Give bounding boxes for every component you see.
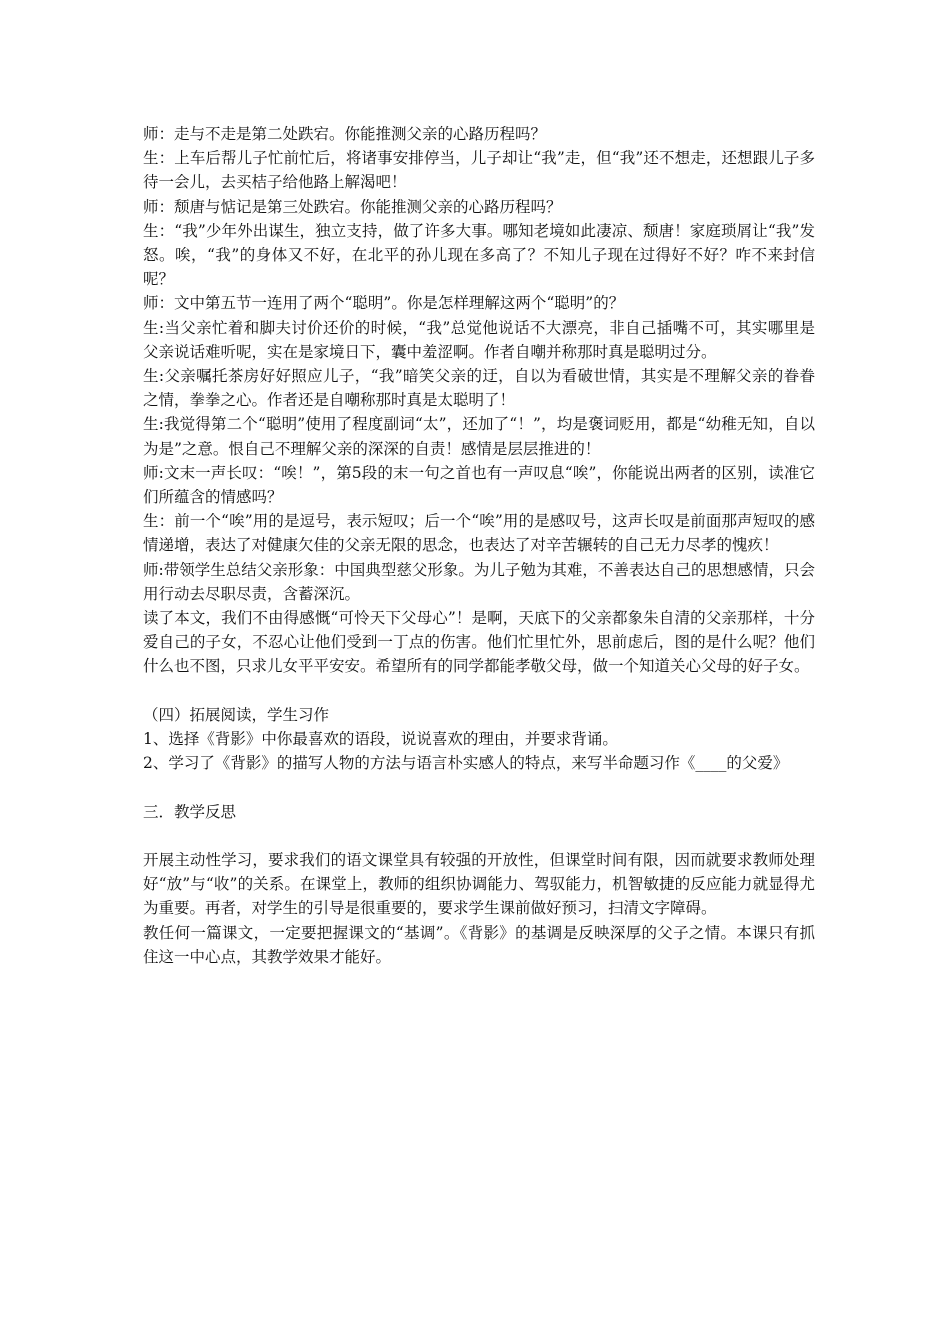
dialogue-line: 生：上车后帮儿子忙前忙后，将诸事安排停当，儿子却让“我”走，但“我”还不想走，还想跟儿子多待一会儿，去买桔子给他路上解渴吧！: [143, 149, 815, 192]
reflection-paragraph: 开展主动性学习，要求我们的语文课堂具有较强的开放性，但课堂时间有限，因而就要求教师处理好“放”与“收”的关系。在课堂上，教师的组织协调能力、驾驭能力，机智敏捷的反应能力就显得尤为重要。再者，对学生的引导是很重要的，要求学生课前做好预习，扫清文字障碍。: [143, 851, 815, 918]
section-heading-reflection: 三．教学反思: [143, 802, 237, 821]
dialogue-line: 生:当父亲忙着和脚夫讨价还价的时候，“我”总觉他说话不大漂亮，非自己插嘴不可，其实哪里是父亲说话难听呢，实在是家境日下，囊中羞涩啊。作者自嘲并称那时真是聪明过分。: [143, 318, 815, 361]
section-heading-extended-reading: （四）拓展阅读，学生习作: [143, 705, 330, 724]
spacer: [143, 775, 815, 799]
dialogue-line: 生:父亲嘱托茶房好好照应儿子，“我”暗笑父亲的迂，自以为看破世情，其实是不理解父亲的眷眷之情，拳拳之心。作者还是自嘲称那时真是太聪明了！: [143, 367, 815, 410]
dialogue-line: 师：文中第五节一连用了两个“聪明”。你是怎样理解这两个“聪明”的？: [143, 294, 625, 313]
assignment-item: 1、选择《背影》中你最喜欢的语段，说说喜欢的理由，并要求背诵。: [143, 730, 618, 749]
summary-paragraph: 读了本文，我们不由得感慨“可怜天下父母心”！是啊，天底下的父亲都象朱自清的父亲那样，十分爱自己的子女，不忍心让他们受到一丁点的伤害。他们忙里忙外，思前虑后，图的是什么呢？他们什么也不图，只求儿女平平安安。希望所有的同学都能孝敬父母，做一个知道关心父母的好子女。: [143, 609, 815, 676]
dialogue-line: 生：前一个“唉”用的是逗号，表示短叹；后一个“唉”用的是感叹号，这声长叹是前面那声短叹的感情递增，表达了对健康欠佳的父亲无限的思念，也表达了对辛苦辗转的自己无力尽孝的愧疚！: [143, 512, 815, 555]
spacer: [143, 679, 815, 703]
dialogue-line: 师:带领学生总结父亲形象：中国典型慈父形象。为儿子勉为其难，不善表达自己的思想感情，只会用行动去尽职尽责，含蓄深沉。: [143, 560, 815, 603]
dialogue-line: 生:我觉得第二个“聪明”使用了程度副词“太”，还加了“！”，均是褒词贬用，都是“幼稚无知，自以为是”之意。恨自己不理解父亲的深深的自责！感情是层层推进的！: [143, 415, 815, 458]
dialogue-line: 生：“我”少年外出谋生，独立支持，做了许多大事。哪知老境如此凄凉、颓唐！家庭琐屑让“我”发怒。唉，“我”的身体又不好，在北平的孙儿现在多高了？不知儿子现在过得好不好？咋不来封信呢？: [143, 221, 815, 289]
document-page: [143, 122, 815, 969]
dialogue-line: 师：走与不走是第二处跌宕。你能推测父亲的心路历程吗？: [143, 125, 547, 143]
reflection-paragraph: 教任何一篇课文，一定要把握课文的“基调”。《背影》的基调是反映深厚的父子之情。本课只有抓住这一中心点，其教学效果才能好。: [143, 923, 815, 966]
dialogue-line: 师:文末一声长叹：“唉！”，第5段的末一句之首也有一声叹息“唉”，你能说出两者的区别，读准它们所蕴含的情感吗？: [143, 463, 815, 507]
spacer: [143, 824, 815, 848]
assignment-item: 2、学习了《背影》的描写人物的方法与语言朴实感人的特点，来写半命题习作《____的父爱》: [143, 754, 789, 773]
dialogue-line: 师：颓唐与惦记是第三处跌宕。你能推测父亲的心路历程吗？: [143, 197, 562, 216]
